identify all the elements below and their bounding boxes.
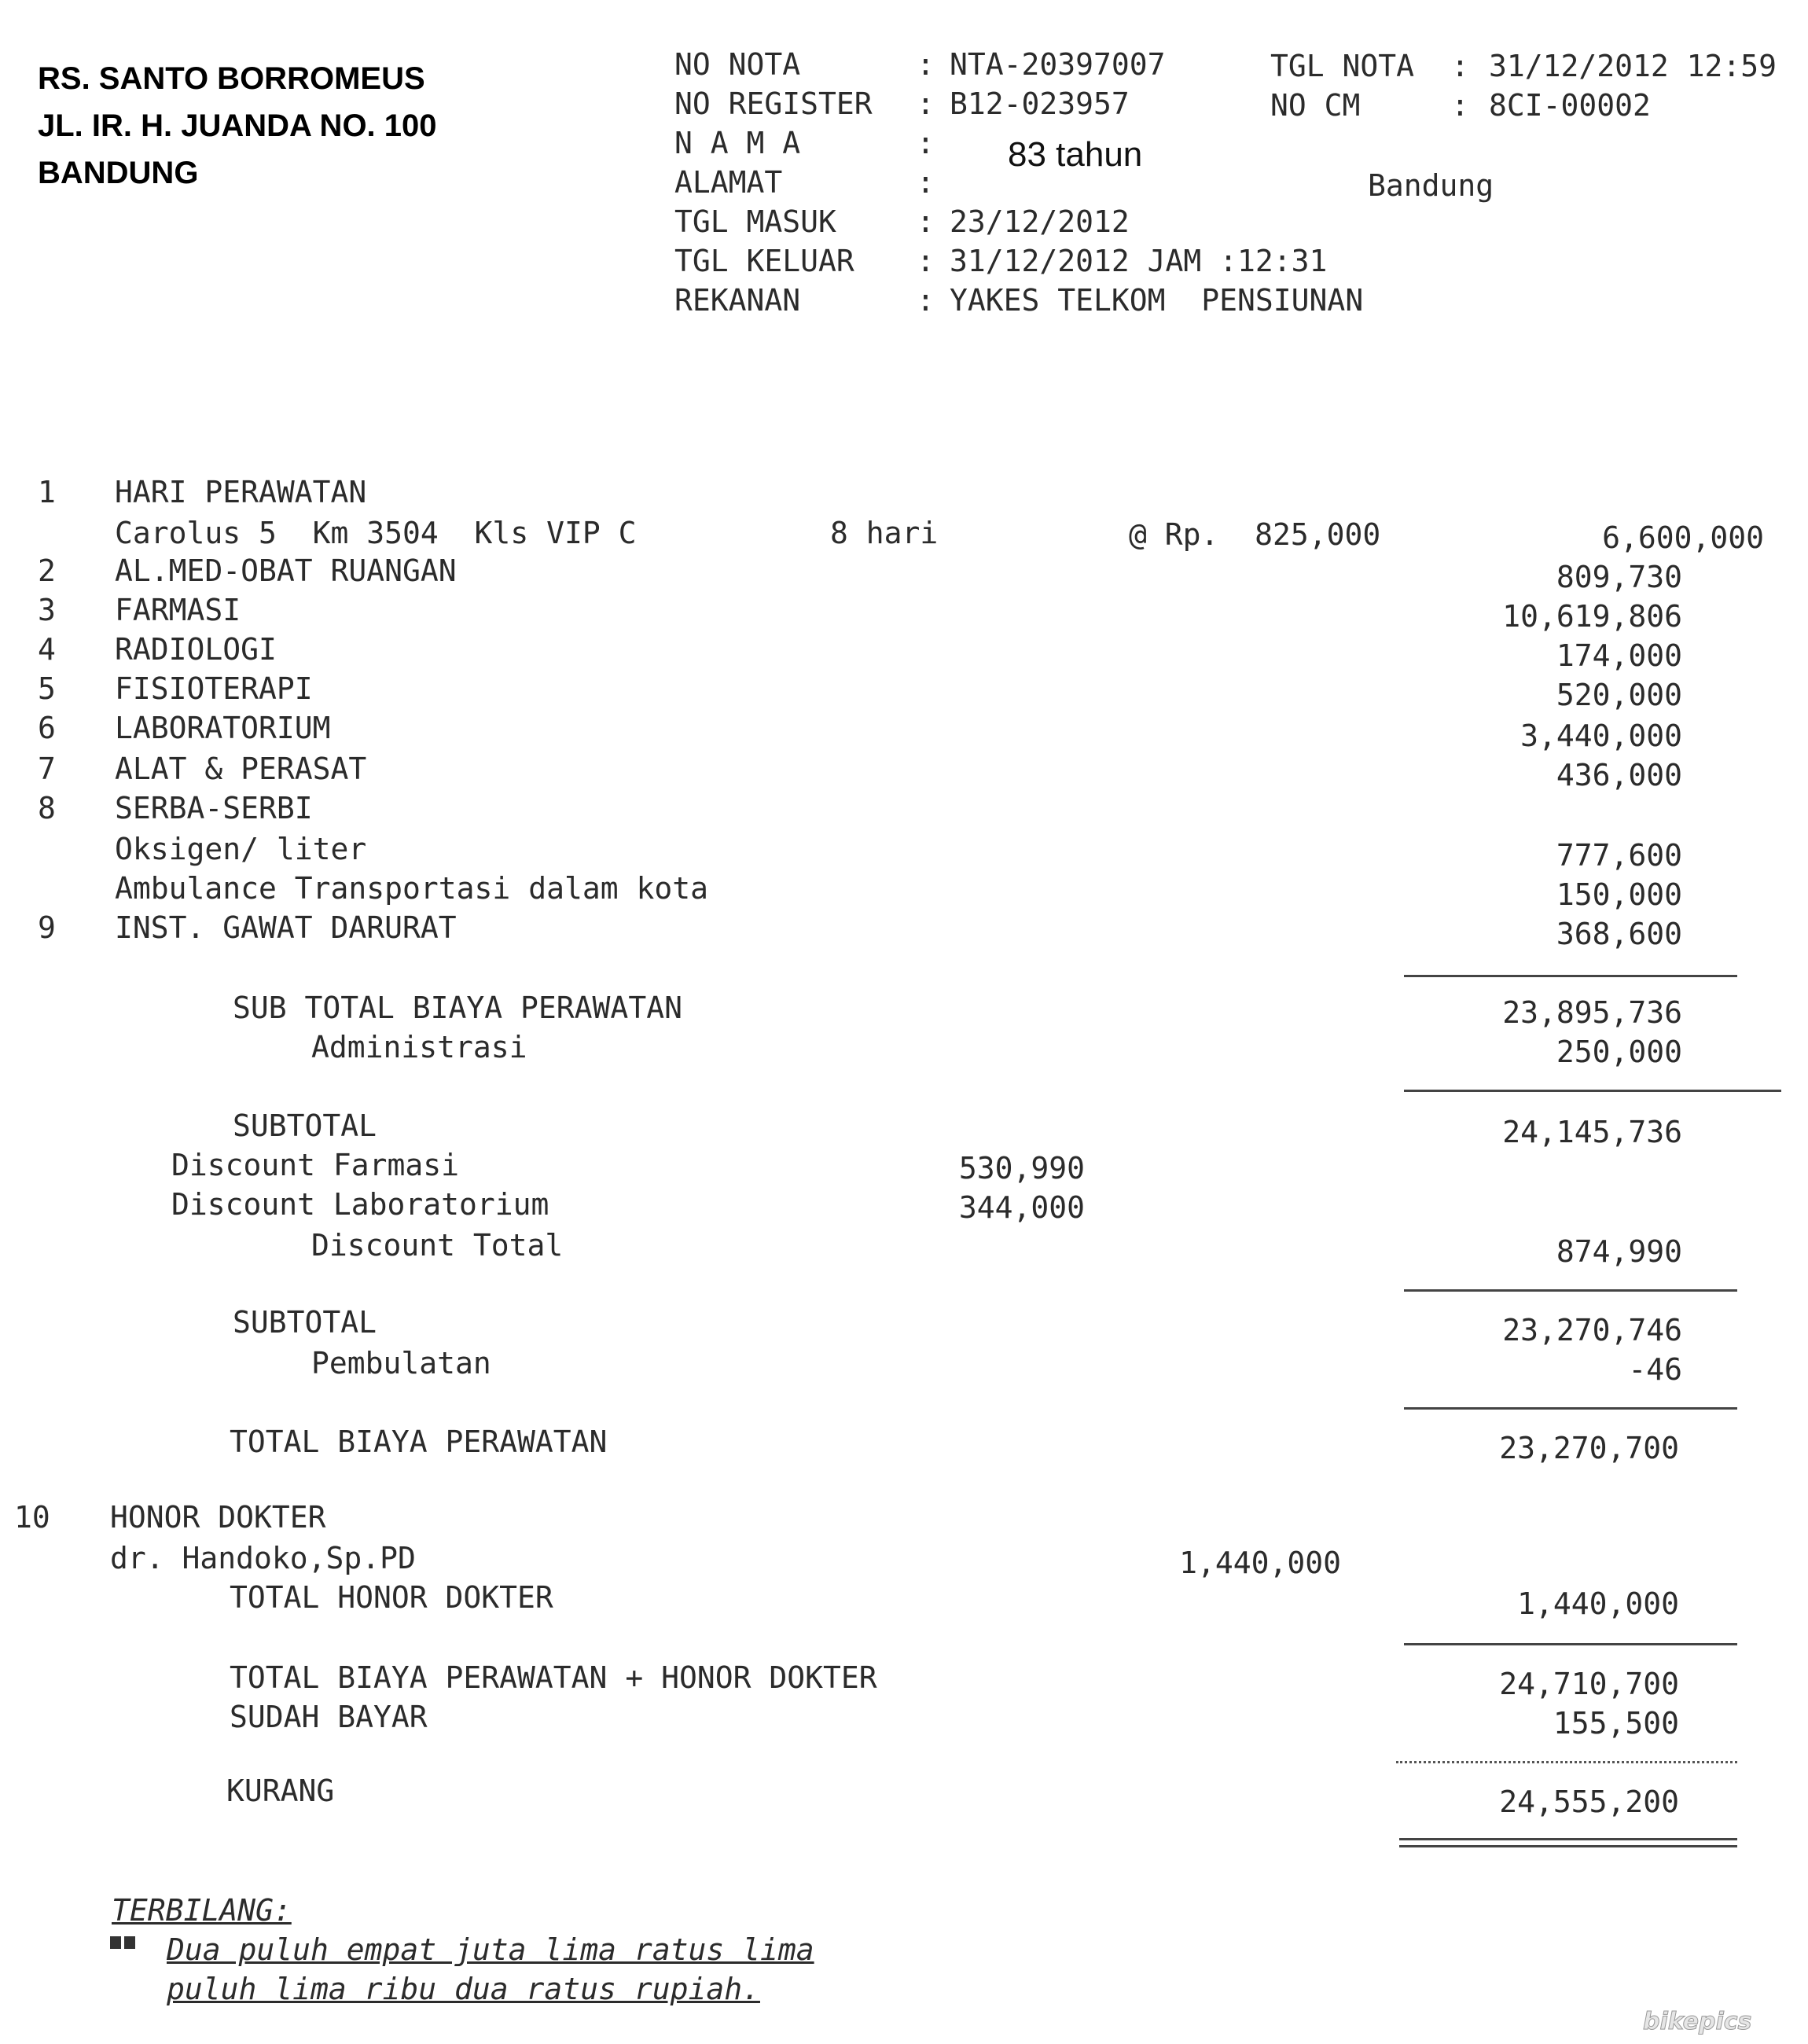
item-number: 8	[38, 791, 56, 825]
room-description: Carolus 5 Km 3504 Kls VIP C	[115, 516, 637, 550]
item-label: RADIOLOGI	[115, 632, 277, 667]
item-label: INST. GAWAT DARURAT	[115, 910, 457, 945]
separator-line	[1404, 1090, 1781, 1092]
nama-value: 83 tahun	[1008, 135, 1143, 174]
colon: :	[1451, 88, 1469, 123]
total-biaya-label: TOTAL BIAYA PERAWATAN	[230, 1425, 608, 1459]
item-number: 5	[38, 671, 56, 706]
item-number: 1	[38, 475, 56, 509]
tgl-keluar-value: 31/12/2012 JAM :12:31	[950, 244, 1328, 278]
item-number: 2	[38, 553, 56, 588]
separator-line	[1404, 1407, 1737, 1410]
subtotal-biaya-value: 23,895,736	[1502, 995, 1682, 1030]
separator-line	[1404, 1643, 1737, 1645]
tgl-masuk-value: 23/12/2012	[950, 204, 1130, 239]
colon: :	[1451, 49, 1469, 83]
grand-total-value: 24,710,700	[1499, 1667, 1679, 1701]
no-register-label: NO REGISTER	[674, 86, 873, 121]
item-amount: 150,000	[1556, 877, 1682, 912]
item-amount: 809,730	[1556, 560, 1682, 594]
colon: :	[917, 126, 935, 160]
item-amount: 174,000	[1556, 638, 1682, 673]
discount-total-value: 874,990	[1556, 1234, 1682, 1269]
separator-line	[1396, 1761, 1737, 1763]
item-number: 10	[14, 1500, 50, 1535]
item-label: FARMASI	[115, 593, 241, 627]
item-amount: 436,000	[1556, 758, 1682, 792]
total-honor-value: 1,440,000	[1517, 1586, 1679, 1621]
discount-farmasi-label: Discount Farmasi	[171, 1148, 460, 1182]
kurang-value: 24,555,200	[1499, 1785, 1679, 1819]
terbilang-line-1: Dua puluh empat juta lima ratus lima	[167, 1932, 814, 1967]
terbilang-bullet-icon	[110, 1936, 138, 1950]
rekanan-label: REKANAN	[674, 283, 801, 318]
subtotal-label: SUBTOTAL	[233, 1108, 377, 1143]
tgl-nota-label: TGL NOTA	[1270, 49, 1415, 83]
hospital-city: BANDUNG	[38, 156, 199, 190]
item-label: SERBA-SERBI	[115, 791, 313, 825]
no-nota-value: NTA-20397007	[950, 47, 1166, 82]
item-amount: 10,619,806	[1502, 599, 1682, 634]
hospital-address: JL. IR. H. JUANDA NO. 100	[38, 108, 437, 143]
discount-lab-value: 344,000	[958, 1190, 1085, 1225]
item-label: HARI PERAWATAN	[115, 475, 367, 509]
item-amount: 520,000	[1556, 678, 1682, 712]
hospital-name: RS. SANTO BORROMEUS	[38, 61, 425, 96]
no-cm-label: NO CM	[1270, 88, 1361, 123]
item-number: 7	[38, 752, 56, 786]
room-days: 8 hari	[830, 516, 939, 550]
item-amount: 3,440,000	[1520, 719, 1682, 753]
discount-total-label: Discount Total	[311, 1228, 564, 1263]
nama-label: N A M A	[674, 126, 801, 160]
colon: :	[917, 244, 935, 278]
sub-item-label: Ambulance Transportasi dalam kota	[115, 871, 708, 906]
watermark-logo: bikepics	[1643, 2008, 1752, 2035]
separator-line	[1404, 1289, 1737, 1292]
sudah-bayar-label: SUDAH BAYAR	[230, 1700, 428, 1734]
discount-farmasi-value: 530,990	[958, 1151, 1085, 1186]
pembulatan-label: Pembulatan	[311, 1346, 491, 1380]
total-biaya-value: 23,270,700	[1499, 1431, 1679, 1465]
colon: :	[917, 283, 935, 318]
item-label: ALAT & PERASAT	[115, 752, 367, 786]
item-label: FISIOTERAPI	[115, 671, 313, 706]
room-rate: @ Rp. 825,000	[1129, 517, 1381, 552]
item-amount: 6,600,000	[1602, 520, 1764, 555]
grand-total-label: TOTAL BIAYA PERAWATAN + HONOR DOKTER	[230, 1660, 877, 1695]
tgl-nota-value: 31/12/2012 12:59	[1489, 49, 1777, 83]
double-underline	[1399, 1838, 1737, 1847]
sudah-bayar-value: 155,500	[1553, 1706, 1679, 1741]
no-register-value: B12-023957	[950, 86, 1130, 121]
terbilang-line-2: puluh lima ribu dua ratus rupiah.	[167, 1972, 760, 2006]
item-number: 3	[38, 593, 56, 627]
item-number: 9	[38, 910, 56, 945]
alamat-label: ALAMAT	[674, 165, 783, 200]
tgl-masuk-label: TGL MASUK	[674, 204, 836, 239]
separator-line	[1404, 975, 1737, 977]
tgl-keluar-label: TGL KELUAR	[674, 244, 854, 278]
discount-lab-label: Discount Laboratorium	[171, 1187, 549, 1222]
administrasi-label: Administrasi	[311, 1030, 527, 1064]
honor-dokter-label: HONOR DOKTER	[110, 1500, 326, 1535]
item-amount: 368,600	[1556, 917, 1682, 951]
kurang-label: KURANG	[226, 1774, 335, 1808]
item-label: LABORATORIUM	[115, 711, 331, 745]
doctor-name: dr. Handoko,Sp.PD	[110, 1541, 416, 1575]
subtotal-label: SUBTOTAL	[233, 1305, 377, 1340]
colon: :	[917, 47, 935, 82]
terbilang-label: TERBILANG:	[112, 1893, 292, 1928]
pembulatan-value: -46	[1628, 1352, 1682, 1387]
no-cm-value: 8CI-00002	[1489, 88, 1651, 123]
item-amount: 777,600	[1556, 838, 1682, 873]
colon: :	[917, 86, 935, 121]
doctor-fee: 1,440,000	[1179, 1546, 1341, 1580]
subtotal-value: 23,270,746	[1502, 1313, 1682, 1347]
rekanan-value: YAKES TELKOM PENSIUNAN	[950, 283, 1364, 318]
colon: :	[917, 204, 935, 239]
administrasi-value: 250,000	[1556, 1035, 1682, 1069]
item-label: AL.MED-OBAT RUANGAN	[115, 553, 457, 588]
subtotal-value: 24,145,736	[1502, 1115, 1682, 1149]
colon: :	[917, 165, 935, 200]
alamat-value: Bandung	[1368, 168, 1494, 203]
hospital-block	[38, 55, 437, 197]
sub-item-label: Oksigen/ liter	[115, 832, 367, 866]
subtotal-biaya-label: SUB TOTAL BIAYA PERAWATAN	[233, 991, 682, 1025]
no-nota-label: NO NOTA	[674, 47, 801, 82]
item-number: 4	[38, 632, 56, 667]
item-number: 6	[38, 711, 56, 745]
total-honor-label: TOTAL HONOR DOKTER	[230, 1580, 553, 1615]
